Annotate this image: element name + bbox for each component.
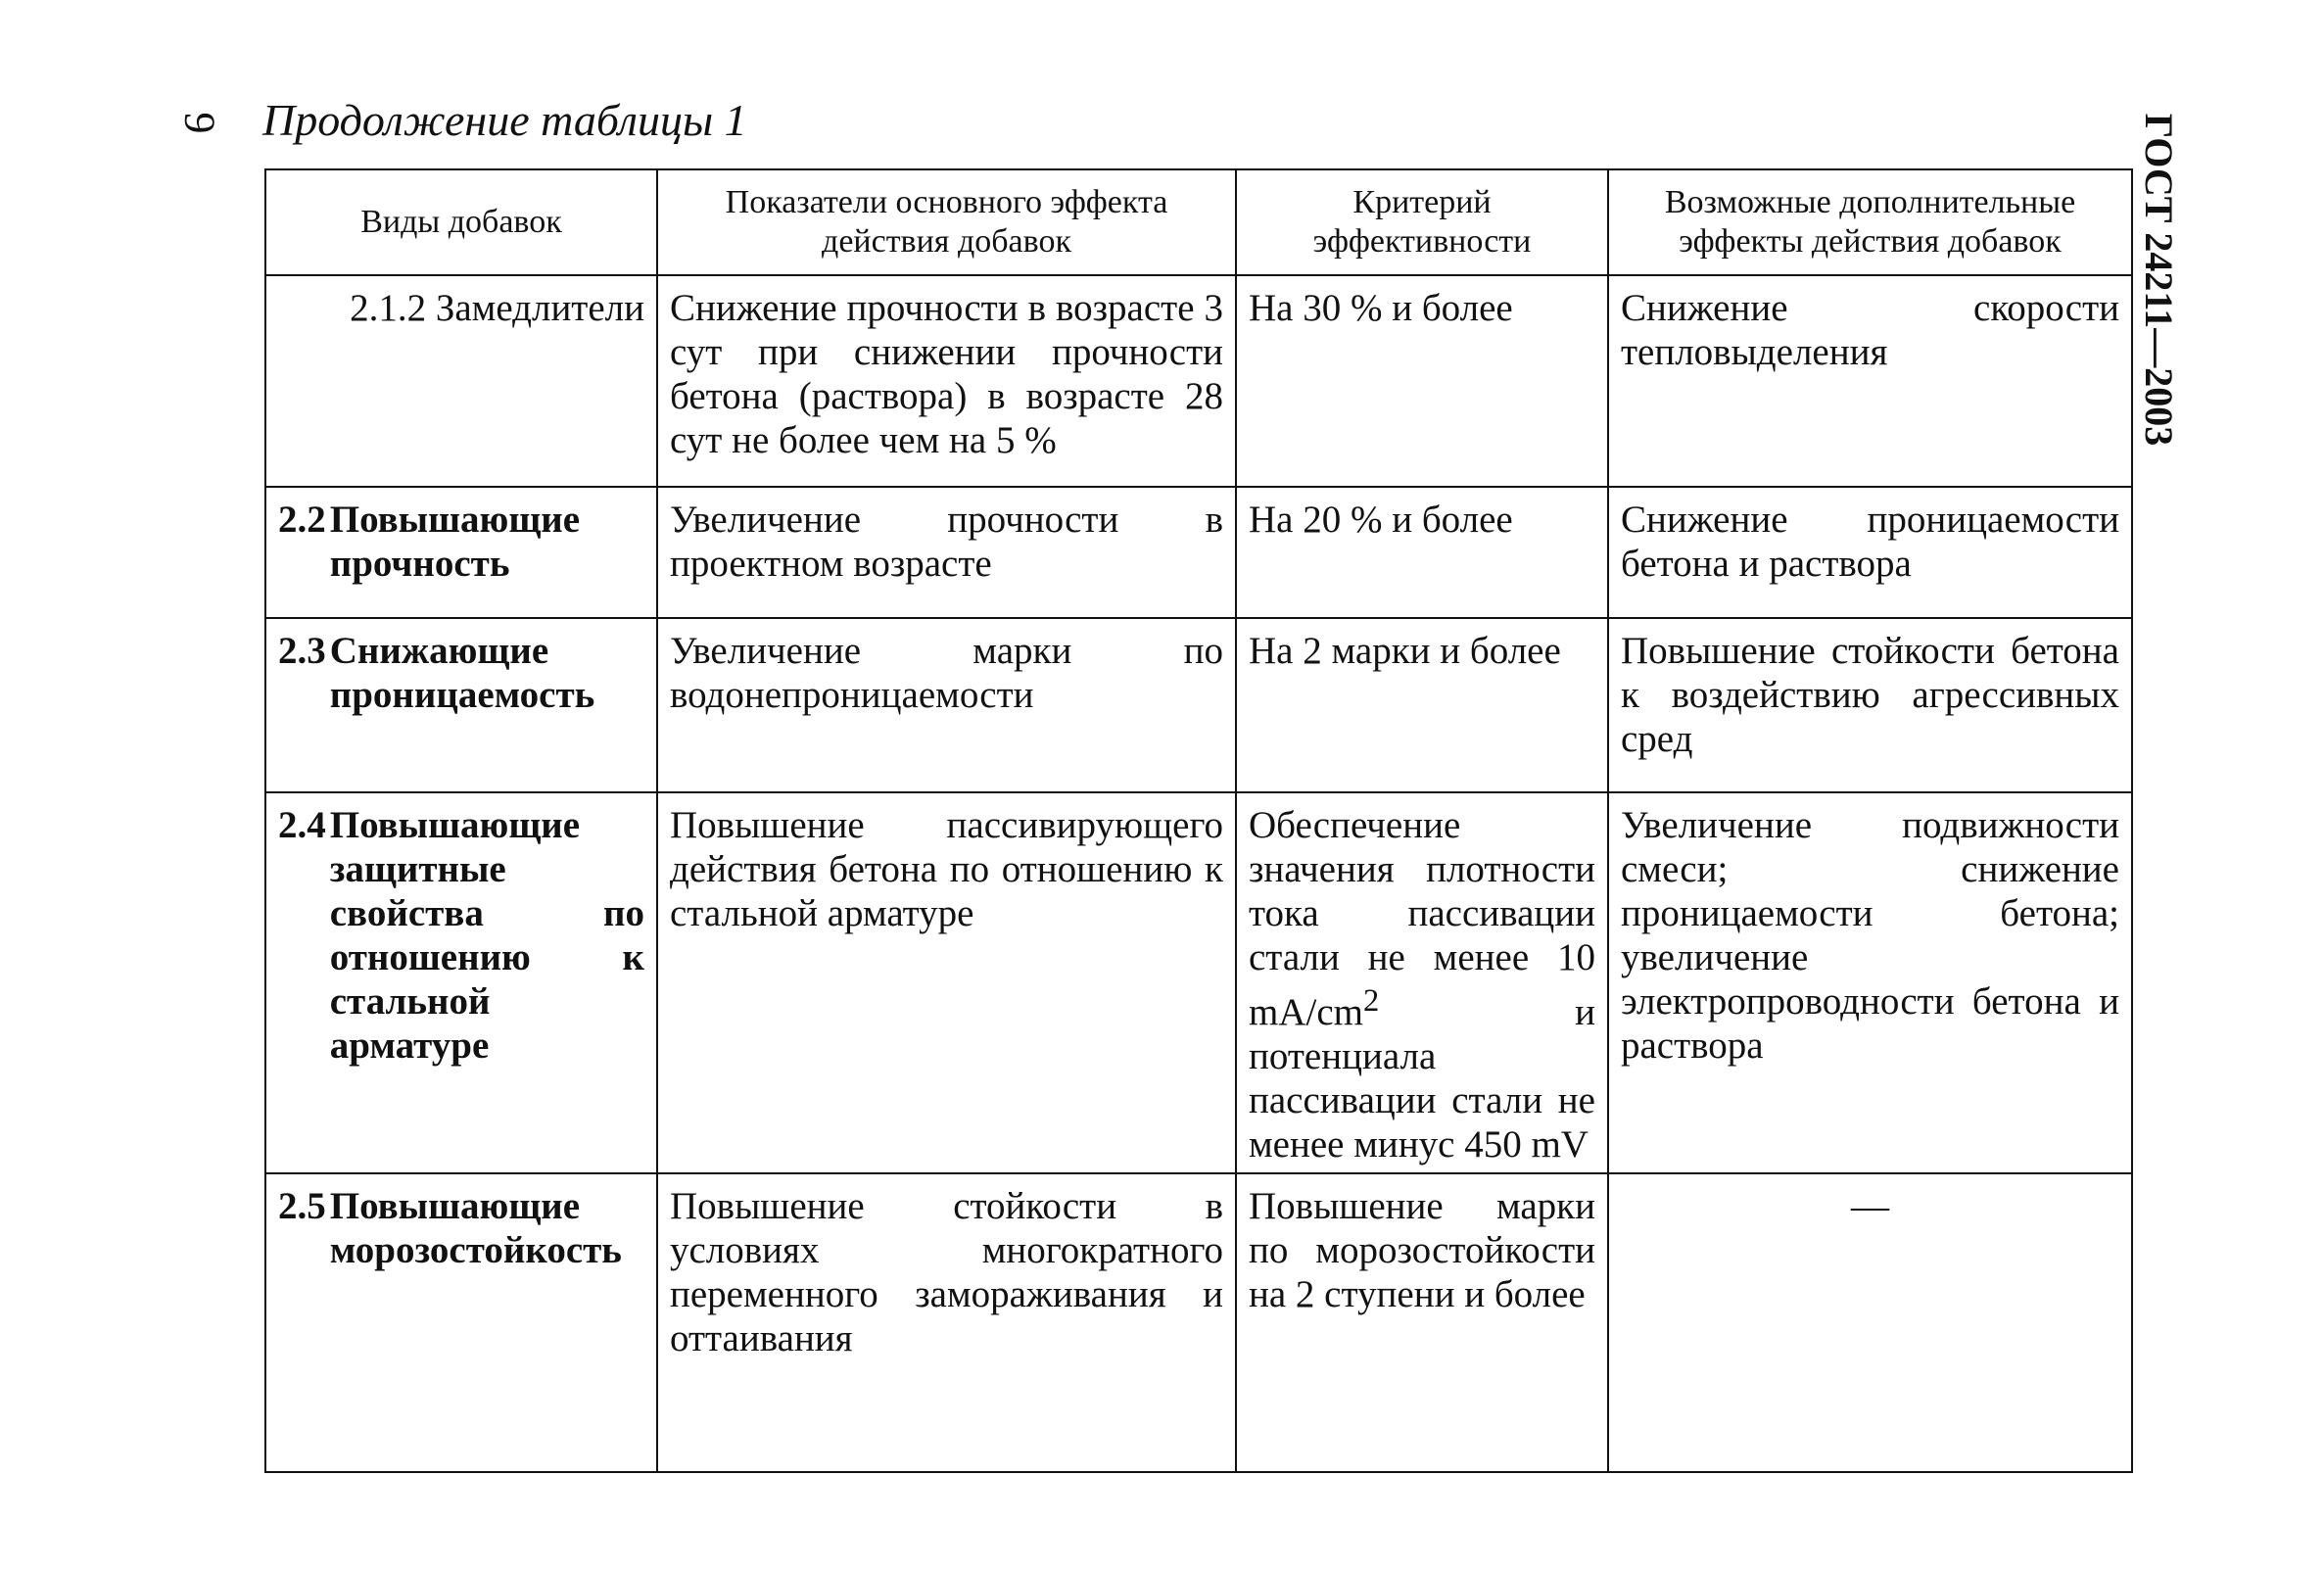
cell-indicator: Снижение прочности в возрасте 3 сут при снижении прочности бетона (раствора) в возрасте 28 сут не более чем на 5 % xyxy=(657,275,1236,487)
header-criterion: Критерий эффективности xyxy=(1236,169,1608,275)
additives-table xyxy=(264,168,2133,1473)
cell-additional: — xyxy=(1608,1173,2132,1472)
cell-indicator: Повышение пассивирующего действия бетона по отношению к стальной арматуре xyxy=(657,792,1236,1173)
kind-name: Снижающие проницаемость xyxy=(329,630,595,716)
cell-kind xyxy=(265,275,657,487)
table-row xyxy=(265,487,2132,618)
cell-additional: Повышение стойкости бетона к воздействию агрессивных сред xyxy=(1608,618,2132,792)
kind-label xyxy=(278,803,644,1068)
kind-label xyxy=(278,498,644,586)
cell-kind xyxy=(265,618,657,792)
header-indicators: Показатели основного эффекта действия добавок xyxy=(657,169,1236,275)
cell-criterion: На 20 % и более xyxy=(1236,487,1608,618)
header-additional-effects: Возможные дополнительные эффекты действия добавок xyxy=(1608,169,2132,275)
cell-criterion xyxy=(1236,792,1608,1173)
kind-label xyxy=(278,629,644,717)
kind-number: 2.3 xyxy=(278,630,326,672)
criterion-text-part-1: Обеспечение значения плотности тока пассивации стали не менее 10 mA/cm xyxy=(1249,804,1595,1033)
header-kinds: Виды добавок xyxy=(265,169,657,275)
cell-criterion: На 30 % и более xyxy=(1236,275,1608,487)
table-caption: Продолжение таблицы 1 xyxy=(262,95,747,145)
cell-criterion: Повышение марки по морозостойкости на 2 ступени и более xyxy=(1236,1173,1608,1472)
criterion-text-part-2: и потенциала пассивации стали не менее минус 450 mV xyxy=(1249,991,1595,1166)
kind-number: 2.2 xyxy=(278,499,326,541)
cell-additional: Снижение скорости тепловыделения xyxy=(1608,275,2132,487)
standard-code: ГОСТ 24211—2003 xyxy=(2137,113,2182,446)
superscript-exponent: 2 xyxy=(1362,983,1380,1019)
cell-kind xyxy=(265,1173,657,1472)
kind-name: Повышающие морозостойкость xyxy=(329,1185,622,1271)
cell-indicator: Увеличение прочности в проектном возрасте xyxy=(657,487,1236,618)
table-header-row xyxy=(265,169,2132,275)
cell-indicator: Увеличение марки по водонепроницаемости xyxy=(657,618,1236,792)
kind-number: 2.5 xyxy=(278,1185,326,1227)
kind-name: Повышающие защитные свойства по отношению к стальной арматуре xyxy=(329,804,644,1067)
table-row xyxy=(265,618,2132,792)
kind-label: 2.1.2 Замедлители xyxy=(350,287,644,329)
cell-indicator: Повышение стойкости в условиях многократного переменного замораживания и оттаивания xyxy=(657,1173,1236,1472)
kind-name: Повышающие прочность xyxy=(329,499,581,585)
cell-criterion: На 2 марки и более xyxy=(1236,618,1608,792)
page-number: 9 xyxy=(175,112,224,134)
cell-additional: Увеличение подвижности смеси; снижение проницаемости бетона; увеличение электропроводности бетона и раствора xyxy=(1608,792,2132,1173)
kind-label xyxy=(278,1184,644,1272)
cell-kind xyxy=(265,487,657,618)
table-row xyxy=(265,792,2132,1173)
standard-code-margin xyxy=(2130,98,2189,460)
cell-additional: Снижение проницаемости бетона и раствора xyxy=(1608,487,2132,618)
table-row xyxy=(265,275,2132,487)
cell-kind xyxy=(265,792,657,1173)
table-row xyxy=(265,1173,2132,1472)
kind-number: 2.4 xyxy=(278,804,326,846)
